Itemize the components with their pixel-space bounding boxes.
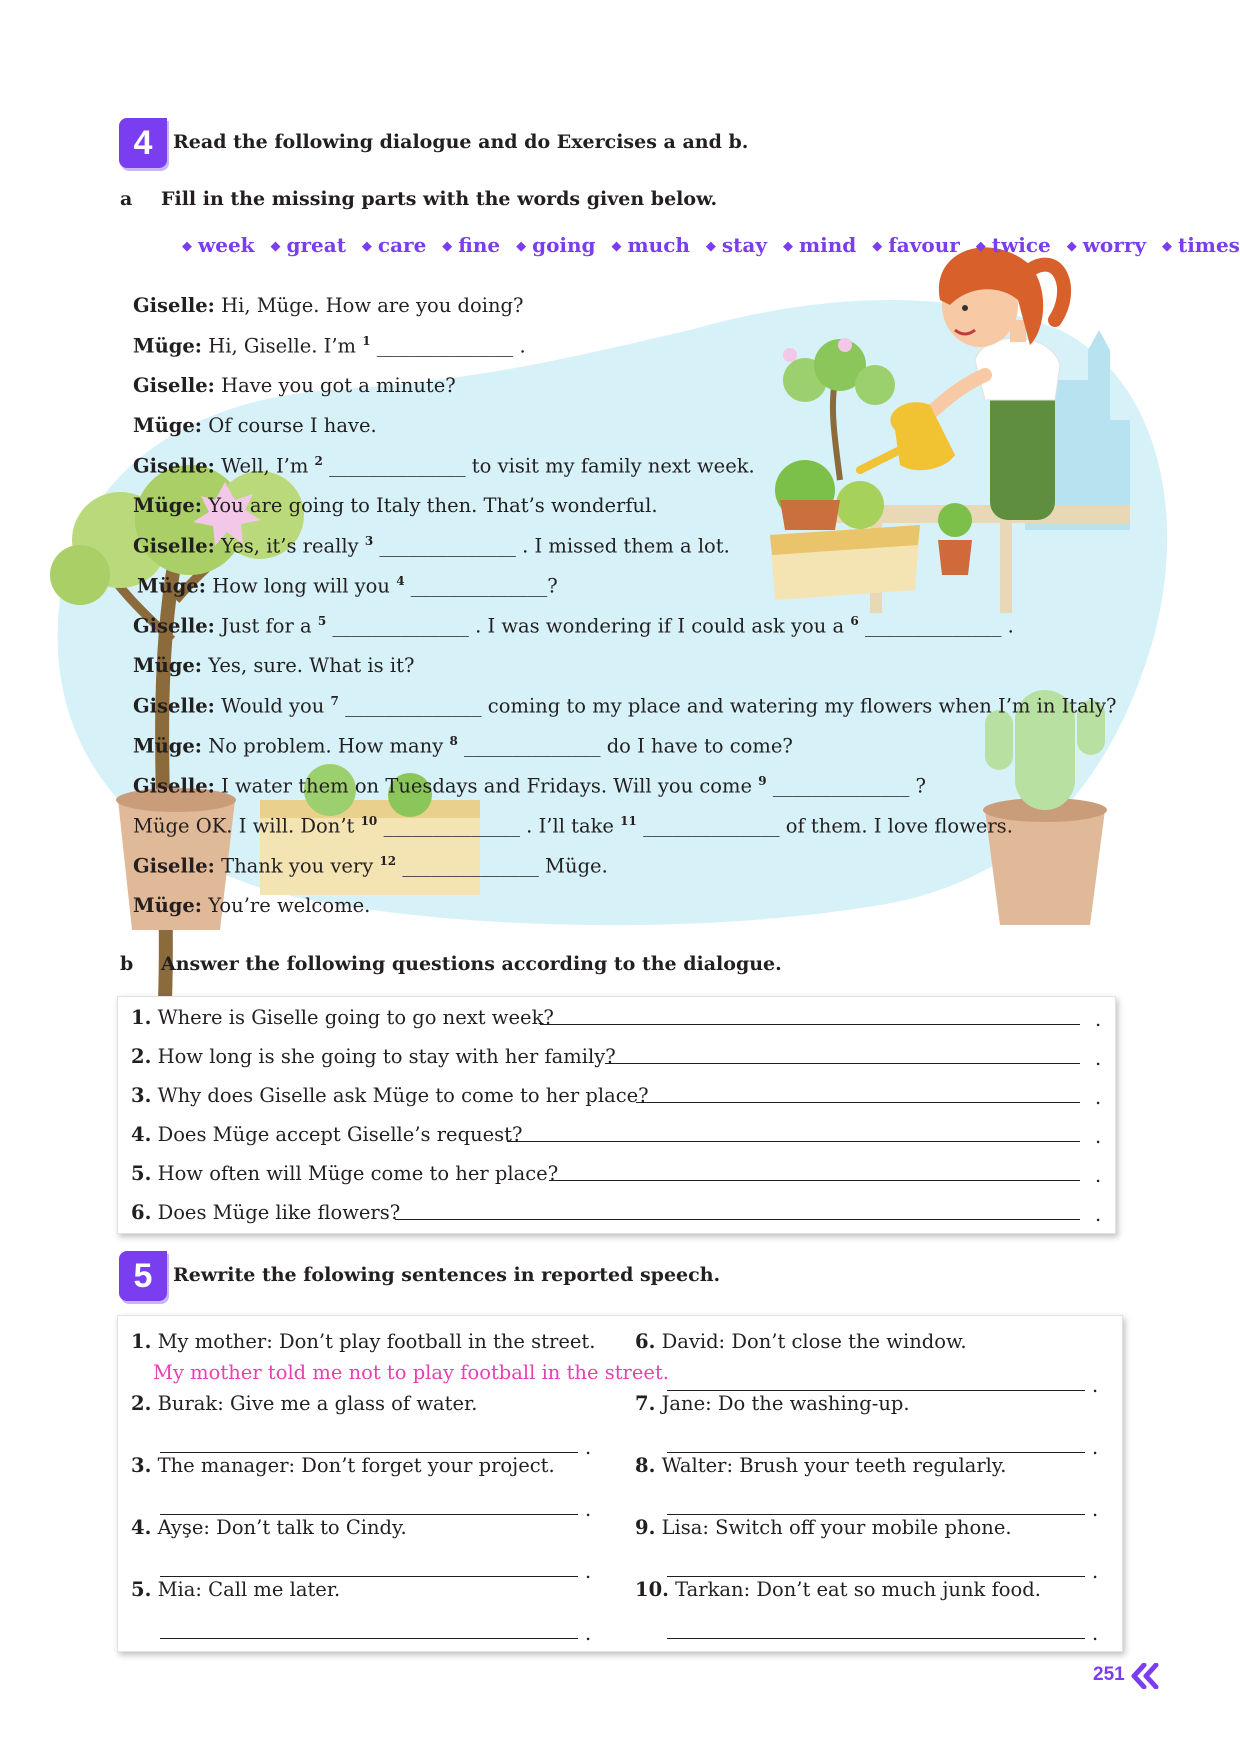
sentence-number: 1. [131, 1330, 152, 1353]
sentence-text: Walter: Brush your teeth regularly. [661, 1454, 1007, 1477]
diamond-icon: ◆ [270, 239, 281, 254]
dialogue-line [133, 374, 456, 397]
diamond-icon: ◆ [782, 239, 793, 254]
blank-number: 10 [360, 814, 378, 828]
dialogue-line [133, 334, 526, 358]
period-mark: . [1095, 1125, 1102, 1148]
question-number: 1. [131, 1006, 152, 1029]
diamond-icon: ◆ [1066, 239, 1077, 254]
speaker: Giselle: [133, 294, 215, 317]
blank-number: 9 [758, 774, 767, 788]
answer-line[interactable] [160, 1638, 578, 1639]
speaker: Giselle: [133, 374, 215, 397]
period-mark: . [1095, 1008, 1102, 1031]
blank: ______________ Müge. [396, 854, 608, 878]
part-a-instruction: Fill in the missing parts with the words given below. [161, 188, 718, 210]
part-a-letter: a [120, 188, 133, 210]
period-mark: . [1092, 1622, 1099, 1645]
question-number: 5. [131, 1162, 152, 1185]
question-item [131, 1084, 649, 1107]
question-text: Why does Giselle ask Müge to come to her place? [157, 1084, 649, 1107]
answer-line[interactable] [667, 1452, 1085, 1453]
question-text: How often will Müge come to her place? [157, 1162, 559, 1185]
page-number: 251 [1093, 1664, 1125, 1685]
sentence-text: The manager: Don’t forget your project. [157, 1454, 555, 1477]
line-text: You’re welcome. [208, 894, 371, 917]
dialogue-line [133, 854, 608, 878]
blank: ______________ of them. I love flowers. [636, 814, 1013, 838]
answer-line[interactable] [540, 1024, 1080, 1025]
sentence-text: My mother: Don’t play football in the street. [157, 1330, 596, 1353]
sentence-number: 7. [635, 1392, 656, 1415]
line-text: Would you [221, 694, 331, 718]
dialogue-line [133, 734, 793, 758]
question-number: 2. [131, 1045, 152, 1068]
line-text: I water them on Tuesdays and Fridays. Will you come [221, 774, 759, 798]
word-bank-item: worry [1082, 233, 1146, 257]
sentence-number: 9. [635, 1516, 656, 1539]
word-bank [173, 233, 1240, 257]
word-bank-item: times [1177, 233, 1240, 257]
period-mark: . [585, 1498, 592, 1521]
exercise-4-badge [119, 118, 167, 168]
sentence-number: 2. [131, 1392, 152, 1415]
dialogue-line [133, 814, 1013, 838]
dialogue-line [133, 534, 730, 558]
diamond-icon: ◆ [516, 239, 527, 254]
line-text: Müge OK. I will. Don’t [133, 814, 361, 838]
word-bank-item: great [286, 233, 346, 257]
sentence-number: 4. [131, 1516, 152, 1539]
exercise-4-title: Read the following dialogue and do Exercises a and b. [173, 131, 749, 153]
answer-line[interactable] [160, 1514, 578, 1515]
question-text: Does Müge like flowers? [157, 1201, 401, 1224]
word-bank-item: stay [721, 233, 767, 257]
blank: ______________? [404, 574, 558, 598]
exercise-5-badge [119, 1251, 167, 1301]
speaker: Giselle: [133, 854, 215, 878]
sentence-item [131, 1578, 340, 1601]
speaker: Giselle: [133, 774, 215, 798]
blank-number: 8 [449, 734, 458, 748]
blank-number: 5 [317, 614, 327, 628]
cactus-icon [983, 690, 1107, 925]
answer-line[interactable] [549, 1180, 1080, 1181]
word-bank-item: twice [991, 233, 1051, 257]
sentence-text: David: Don’t close the window. [661, 1330, 967, 1353]
blank: ______________ coming to my place and watering my flowers when I’m in Italy? [338, 694, 1117, 718]
speaker: Müge: [133, 734, 203, 758]
questions-box [117, 996, 1116, 1234]
diamond-icon: ◆ [611, 239, 622, 254]
part-b-letter: b [120, 953, 134, 975]
speaker: Müge: [133, 414, 203, 437]
sentence-text: Mia: Call me later. [157, 1578, 341, 1601]
period-mark: . [1092, 1436, 1099, 1459]
period-mark: . [585, 1622, 592, 1645]
diamond-icon: ◆ [975, 239, 986, 254]
exercise-5-number: 5 [133, 1256, 153, 1295]
dialogue-line [133, 694, 1116, 718]
line-text: Well, I’m [221, 454, 315, 478]
speaker: Giselle: [133, 454, 215, 478]
dialogue-line [133, 414, 377, 437]
dialogue-line [133, 654, 414, 677]
sentence-text: Burak: Give me a glass of water. [157, 1392, 478, 1415]
diamond-icon: ◆ [1161, 239, 1172, 254]
blank-number: 11 [620, 814, 637, 828]
diamond-icon: ◆ [361, 239, 372, 254]
blank: ______________ . I missed them a lot. [373, 534, 730, 558]
diamond-icon: ◆ [182, 239, 192, 254]
blank-number: 2 [314, 454, 323, 468]
sentence-number: 10. [635, 1578, 669, 1601]
question-item [131, 1045, 616, 1068]
diamond-icon: ◆ [872, 239, 883, 254]
speaker: Müge: [137, 574, 207, 598]
line-text: Of course I have. [208, 414, 377, 437]
sentence-item [131, 1330, 595, 1353]
period-mark: . [1095, 1203, 1102, 1226]
sentence-number: 6. [635, 1330, 656, 1353]
blank-number: 4 [396, 574, 405, 588]
answer-line[interactable] [160, 1576, 578, 1577]
line-text: How long will you [212, 574, 397, 598]
question-number: 6. [131, 1201, 152, 1224]
period-mark: . [585, 1560, 592, 1583]
blank-number: 3 [364, 534, 374, 548]
sentence-item [635, 1578, 1041, 1601]
line-text: Just for a [221, 614, 318, 638]
example-answer: My mother told me not to play football in the street. [153, 1361, 669, 1384]
answer-line[interactable] [160, 1452, 578, 1453]
sentence-text: Tarkan: Don’t eat so much junk food. [675, 1578, 1041, 1601]
sentence-item [635, 1454, 1007, 1477]
question-text: Where is Giselle going to go next week? [157, 1006, 554, 1029]
dialogue-line [133, 774, 926, 798]
blank: ______________ . I was wondering if I could ask you a [326, 614, 851, 638]
diamond-icon: ◆ [705, 239, 716, 254]
period-mark: . [1095, 1164, 1102, 1187]
question-text: Does Müge accept Giselle’s request? [157, 1123, 523, 1146]
blank: ______________ . [858, 614, 1014, 638]
sentence-text: Ayşe: Don’t talk to Cindy. [157, 1516, 407, 1539]
sentence-item [131, 1454, 555, 1477]
sentence-text: Lisa: Switch off your mobile phone. [661, 1516, 1012, 1539]
question-number: 4. [131, 1123, 152, 1146]
question-item [131, 1006, 554, 1029]
question-item [131, 1201, 400, 1224]
answer-line[interactable] [667, 1514, 1085, 1515]
dialogue-line [133, 494, 658, 517]
question-item [131, 1162, 558, 1185]
word-bank-item: much [627, 233, 690, 257]
question-text: How long is she going to stay with her family? [157, 1045, 616, 1068]
question-number: 3. [131, 1084, 152, 1107]
sentence-number: 5. [131, 1578, 152, 1601]
period-mark: . [1092, 1560, 1099, 1583]
line-text: No problem. How many [208, 734, 450, 758]
blank-number: 6 [850, 614, 859, 628]
word-bank-item: favour [888, 233, 960, 257]
blank: ______________ do I have to come? [457, 734, 793, 758]
blank: ______________ . [370, 334, 526, 358]
word-bank-item: week [198, 233, 255, 257]
line-text: Hi, Giselle. I’m [208, 334, 363, 358]
line-text: Yes, sure. What is it? [208, 654, 415, 677]
dialogue-line [133, 894, 370, 917]
line-text: Have you got a minute? [221, 374, 456, 397]
period-mark: . [1095, 1086, 1102, 1109]
part-b-instruction: Answer the following questions according to the dialogue. [161, 953, 782, 975]
sentence-number: 3. [131, 1454, 152, 1477]
line-text: You are going to Italy then. That’s wonderful. [208, 494, 658, 517]
speaker: Müge: [133, 494, 203, 517]
answer-line[interactable] [507, 1141, 1080, 1142]
dialogue-line [133, 294, 523, 317]
blank-number: 12 [379, 854, 397, 868]
blank: ______________ to visit my family next week. [322, 454, 755, 478]
sentence-item [131, 1516, 407, 1539]
sentence-item [635, 1516, 1012, 1539]
answer-line[interactable] [667, 1390, 1085, 1391]
dialogue-line [133, 454, 755, 478]
sentence-item [635, 1330, 967, 1353]
line-text: Yes, it’s really [221, 534, 365, 558]
blank-number: 7 [330, 694, 339, 708]
word-bank-item: fine [458, 233, 501, 257]
line-text: Thank you very [221, 854, 380, 878]
blank: ______________ . I’ll take [377, 814, 621, 838]
blank: ______________ ? [766, 774, 926, 798]
diamond-icon: ◆ [442, 239, 453, 254]
sentence-item [635, 1392, 910, 1415]
answer-line[interactable] [605, 1063, 1080, 1064]
word-bank-item: mind [798, 233, 857, 257]
period-mark: . [1095, 1047, 1102, 1070]
period-mark: . [585, 1436, 592, 1459]
sentence-text: Jane: Do the washing-up. [661, 1392, 910, 1415]
speaker: Giselle: [133, 614, 215, 638]
blank-number: 1 [362, 334, 371, 348]
speaker: Giselle: [133, 534, 215, 558]
dialogue-line [137, 574, 558, 598]
speaker: Müge: [133, 334, 203, 358]
answer-line[interactable] [667, 1638, 1085, 1639]
period-mark: . [1092, 1374, 1099, 1397]
exercise-4-number: 4 [133, 123, 153, 162]
dialogue-line [133, 614, 1014, 638]
answer-line[interactable] [395, 1219, 1080, 1220]
double-chevron-left-icon [1130, 1663, 1160, 1689]
period-mark: . [1092, 1498, 1099, 1521]
speaker: Müge: [133, 654, 203, 677]
speaker: Müge: [133, 894, 203, 917]
exercise-5-title: Rewrite the folowing sentences in reported speech. [173, 1264, 721, 1286]
word-bank-item: care [377, 233, 427, 257]
answer-line[interactable] [636, 1102, 1080, 1103]
sentence-number: 8. [635, 1454, 656, 1477]
word-bank-item: going [532, 233, 596, 257]
answer-line[interactable] [667, 1576, 1085, 1577]
question-item [131, 1123, 522, 1146]
line-text: Hi, Müge. How are you doing? [221, 294, 524, 317]
sentence-item [131, 1392, 477, 1415]
speaker: Giselle: [133, 694, 215, 718]
